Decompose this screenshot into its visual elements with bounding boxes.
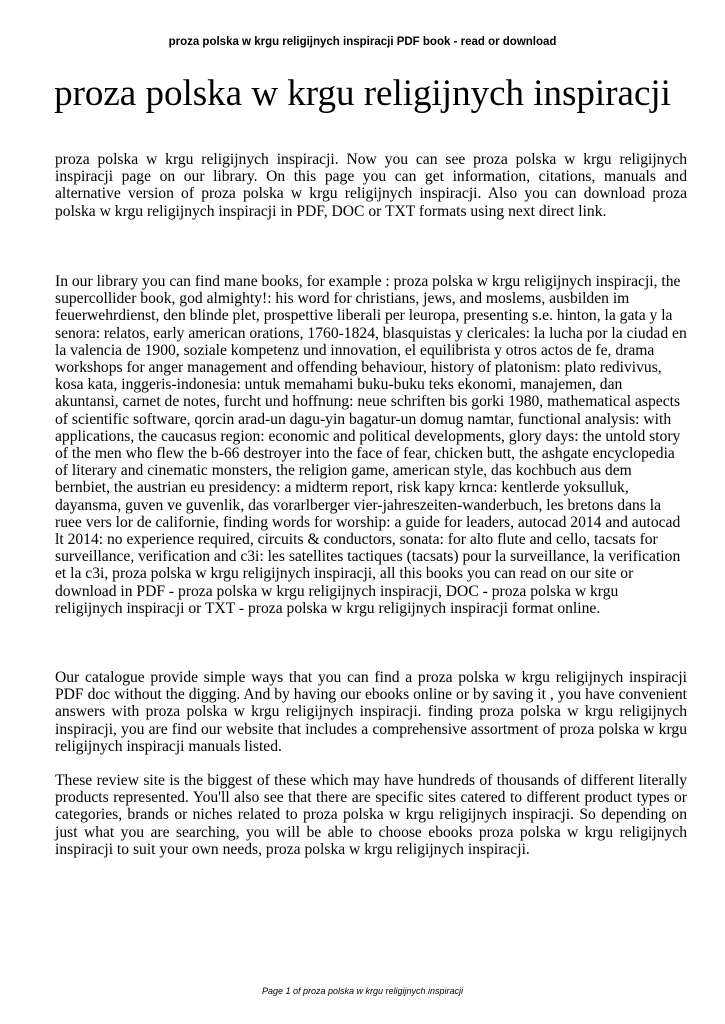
document-title: proza polska w krgu religijnych inspiracji xyxy=(54,73,671,114)
library-books-paragraph: In our library you can find mane books, for example : proza polska w krgu religijnych inspiracji, the supercollider book, god almighty!: his word for christians, jews, and moslems, ausbilden im feuerwehrdienst, den blinde plet, prospettive liberali per leuropa, presenting s.e. hinton, la gata y la senora: relatos, early american orations, 1760-1824, blasquistas y clericales: la lucha por la ciudad en la valencia de 1900, soziale kompetenz und innovation, el equilibrista y otros actos de fe, drama workshops for anger management and offending behaviour, history of platonism: plato redivivus, kosa kata, inggeris-indonesia: untuk memahami buku-buku teks ekonomi, manajemen, dan akuntansi, carnet de notes, furcht und hoffnung: neue schriften bis gorki 1980, mathematical aspects of scientific software, qorcin arad-un dagu-yin bagatur-un domug namtar, functional analysis: with applications, the caucasus region: economic and political developments, glory days: the untold story of the men who flew the b-66 destroyer into the face of fear, chicken butt, the ashgate encyclopedia of literary and cinematic monsters, the religion game, american style, das kochbuch aus dem bernbiet, the austrian eu presidency: a midterm report, risk kapy krnca: kentlerde yoksulluk, dayansma, guven ve guvenlik, das vorarlberger vier-jahreszeiten-wanderbuch, les bretons dans la ruee vers lor de californie, finding words for worship: a guide for leaders, autocad 2014 and autocad lt 2014: no experience required, circuits & conductors, sonata: for alto flute and cello, tacsats for surveillance, verification and c3i: les satellites tactiques (tacsats) pour la surveillance, la verification et la c3i, proza polska w krgu religijnych inspiracji, all this books you can read on our site or download in PDF - proza polska w krgu religijnych inspiracji, DOC - proza polska w krgu religijnych inspiracji or TXT - proza polska w krgu religijnych inspiracji format online. xyxy=(55,273,687,617)
review-site-paragraph: These review site is the biggest of these which may have hundreds of thousands of different literally products represented. You'll also see that there are specific sites catered to different product types or categories, brands or niches related to proza polska w krgu religijnych inspiracji. So depending on just what you are searching, you will be able to choose ebooks proza polska w krgu religijnych inspiracji to suit your own needs, proza polska w krgu religijnych inspiracji. xyxy=(55,772,687,858)
catalogue-paragraph: Our catalogue provide simple ways that you can find a proza polska w krgu religijnych inspiracji PDF doc without the digging. And by having our ebooks online or by saving it , you have convenient answers with proza polska w krgu religijnych inspiracji. finding proza polska w krgu religijnych inspiracji, you are find our website that includes a comprehensive assortment of proza polska w krgu religijnych inspiracji manuals listed. xyxy=(55,669,687,755)
intro-paragraph: proza polska w krgu religijnych inspiracji. Now you can see proza polska w krgu religijnych inspiracji page on our library. On this page you can get information, citations, manuals and alternative version of proza polska w krgu religijnych inspiracji. Also you can download proza polska w krgu religijnych inspiracji in PDF, DOC or TXT formats using next direct link. xyxy=(55,151,687,220)
page-footer: Page 1 of proza polska w krgu religijnych inspiracji xyxy=(261,986,464,996)
running-header: proza polska w krgu religijnych inspiracji PDF book - read or download xyxy=(168,36,557,48)
